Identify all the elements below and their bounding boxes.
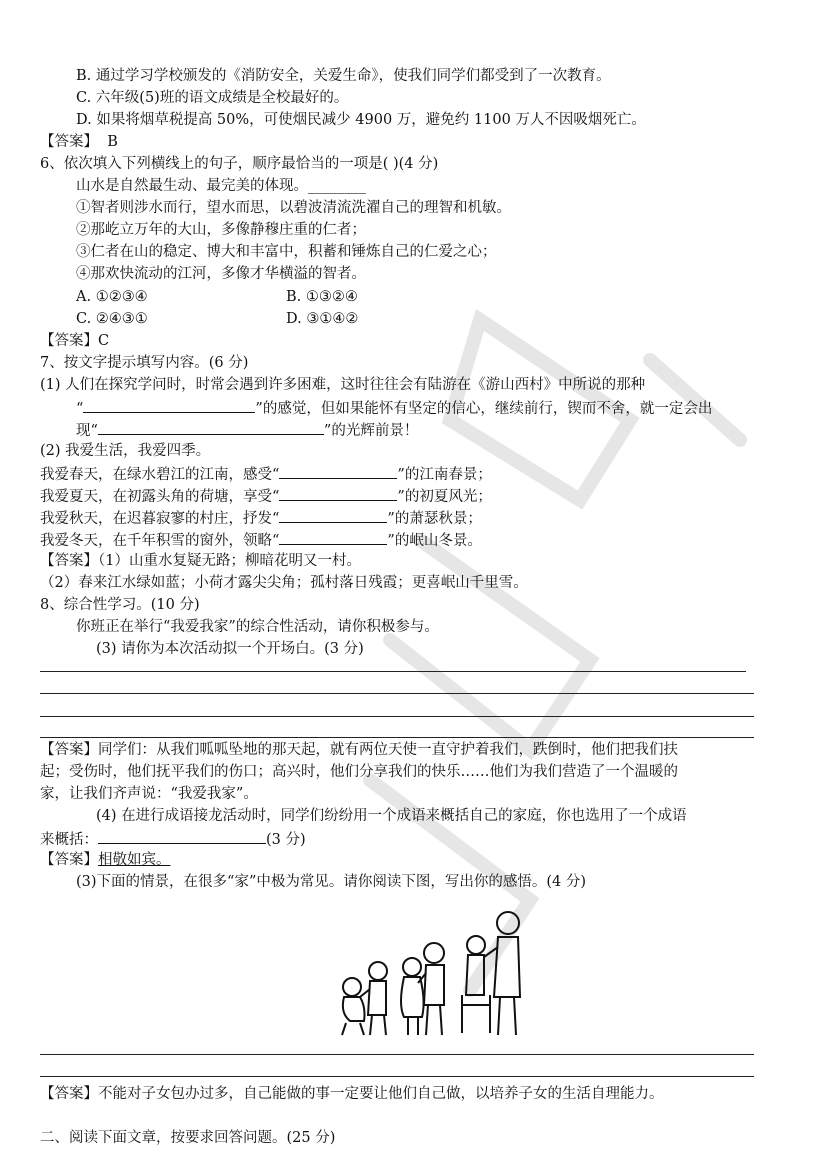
summer-post: ”的初夏风光； (397, 489, 492, 505)
q8-sub4-line1: (4) 在进行成语接龙活动时，同学们纷纷用一个成语来概括自己的家庭，你也选用了一个成语 (96, 808, 687, 824)
answer-line-6[interactable] (40, 1076, 754, 1077)
boy-head (467, 936, 485, 954)
q7-part1-line1: (1) 人们在探究学问时，时常会遇到许多困难，这时往往会有陆游在《游山西村》中所说的那种 (40, 377, 646, 393)
q8-blank-idiom[interactable] (98, 828, 266, 844)
q6-sentence-3: ③仁者在山的稳定、博大和丰富中，积蓄和锤炼自己的仁爱之心； (76, 244, 497, 260)
q7-answer-2: （2）春来江水绿如蓝；小荷才露尖尖角；孤村落日残霞；更喜岷山千里雪。 (40, 575, 528, 591)
q7-part1-line3-post: ”的光辉前景！ (323, 423, 419, 439)
mother-legs (426, 1005, 442, 1035)
q6-sentence-1: ①智者则涉水而行，望水而思，以碧波清流洗濯自己的理智和机敏。 (76, 200, 511, 216)
chair (462, 995, 490, 1033)
q6-sentence-4: ④那欢快流动的江河，多像才华横溢的智者。 (76, 266, 366, 282)
sub4-pre: 来概括： (40, 832, 98, 848)
q8-intro: 你班正在举行“我爱我家”的综合性活动，请你积极参与。 (76, 619, 439, 635)
q7-blank-winter[interactable] (279, 529, 387, 545)
q8-answer-line3: 家，让我们齐声说：“我爱我家”。 (40, 786, 258, 802)
q6-option-a: A. ①②③④ (76, 289, 148, 305)
q7-part1-line2-text: ”的感觉，但如果能怀有坚定的信心，继续前行，锲而不舍，就一定会出 (255, 401, 713, 417)
q7-answer-1: 【答案】（1）山重水复疑无路；柳暗花明又一村。 (40, 553, 361, 569)
q6-lead: 山水是自然最生动、最完美的体现。________ (76, 178, 366, 194)
q8-sub4-line2 (40, 828, 306, 850)
q8-sub5-answer: 【答案】不能对子女包办过多，自己能做的事一定要让他们自己做，以培养子女的生活自理能力。 (40, 1086, 664, 1102)
autumn-pre: 我爱秋天，在迟暮寂寥的村庄，抒发“ (40, 511, 280, 527)
q5-answer (40, 132, 118, 152)
autumn-post: ”的萧瑟秋景； (387, 511, 482, 527)
ans4-value: 相敬如宾。 (98, 852, 171, 868)
q5-answer-label: 【答案】 (40, 134, 98, 150)
q6-option-d: D. ③①④② (286, 311, 359, 327)
boy-body (466, 955, 484, 995)
answer-line-5[interactable] (40, 1054, 754, 1055)
q7-blank-spring[interactable] (279, 463, 397, 479)
answer-line-3[interactable] (40, 716, 754, 717)
q7-part1-line2 (76, 397, 712, 419)
q6-option-c: C. ②④③① (76, 311, 148, 327)
q7-summer-line (40, 485, 492, 507)
q7-blank-1[interactable] (83, 397, 255, 413)
q8-answer-line2: 起；受伤时，他们抚平我们的伤口；高兴时，他们分享我们的快乐……他们为我们营造了一个温暖的 (40, 764, 678, 780)
spring-post: ”的江南春景； (397, 467, 492, 483)
q5-answer-value: B (107, 134, 118, 150)
child-body (343, 997, 365, 1021)
father-body (494, 937, 520, 997)
q7-stem: 7、按文字提示填写内容。(6 分) (40, 355, 249, 371)
child-legs (342, 1023, 364, 1035)
q8-sub5: (3)下面的情景，在很多“家”中极为常见。请你阅读下图，写出你的感悟。(4 分) (76, 874, 587, 890)
q8-sub3: (3) 请你为本次活动拟一个开场白。(3 分) (96, 641, 364, 657)
winter-post: ”的岷山冬景。 (387, 533, 482, 549)
spring-pre: 我爱春天，在绿水碧江的江南，感受“ (40, 467, 280, 483)
answer-line-2[interactable] (40, 693, 754, 694)
answer-line-1[interactable] (40, 671, 746, 672)
section-2-title: 二、阅读下面文章，按要求回答问题。(25 分) (40, 1130, 336, 1146)
ans4-label: 【答案】 (40, 852, 98, 868)
winter-pre: 我爱冬天，在千年积雪的窗外，领略“ (40, 533, 280, 549)
mother-head (424, 943, 444, 963)
girl-head (403, 958, 421, 976)
mother-body (424, 965, 444, 1005)
q7-blank-summer[interactable] (279, 485, 397, 501)
q7-winter-line (40, 529, 482, 551)
q7-part1-line3 (76, 419, 418, 441)
q6-answer: 【答案】C (40, 333, 110, 349)
girl-body (401, 977, 424, 1017)
q7-part2: (2) 我爱生活，我爱四季。 (40, 443, 211, 459)
q8-answer-line1: 【答案】同学们：从我们呱呱坠地的那天起，就有两位天使一直守护着我们，跌倒时，他们把我们扶 (40, 742, 678, 758)
q6-option-b: B. ①③②④ (286, 289, 358, 305)
father-head (497, 912, 519, 934)
answer-line-4[interactable] (40, 737, 754, 738)
q7-part1-line3-pre: 现“ (76, 423, 98, 439)
sub4-post: (3 分) (266, 832, 306, 848)
helper-legs (370, 1015, 386, 1035)
q7-spring-line (40, 463, 492, 485)
girl-legs (408, 1017, 418, 1035)
family-illustration (330, 905, 530, 1040)
helper-head (369, 962, 387, 980)
q7-autumn-line (40, 507, 482, 529)
q8-sub4-answer (40, 850, 171, 870)
q6-stem: 6、依次填入下列横线上的句子，顺序最恰当的一项是( )(4 分) (40, 156, 439, 172)
father-legs (498, 997, 516, 1035)
q5-option-c: C. 六年级(5)班的语文成绩是全校最好的。 (76, 90, 349, 106)
q8-stem: 8、综合性学习。(10 分) (40, 597, 200, 613)
q5-option-b: B. 通过学习学校颁发的《消防安全，关爱生命》，使我们同学们都受到了一次教育。 (76, 68, 611, 84)
q7-blank-2[interactable] (98, 419, 324, 435)
q6-sentence-2: ②那屹立万年的大山，多像静穆庄重的仁者； (76, 222, 366, 238)
helper-body (368, 981, 386, 1015)
q5-option-d: D. 如果将烟草税提高 50%，可使烟民减少 4900 万，避免约 1100 万人不因吸烟死亡。 (76, 112, 646, 128)
q7-blank-autumn[interactable] (279, 507, 387, 523)
child-head (343, 978, 361, 996)
summer-pre: 我爱夏天，在初露头角的荷塘，享受“ (40, 489, 280, 505)
open-quote: “ (76, 401, 84, 417)
